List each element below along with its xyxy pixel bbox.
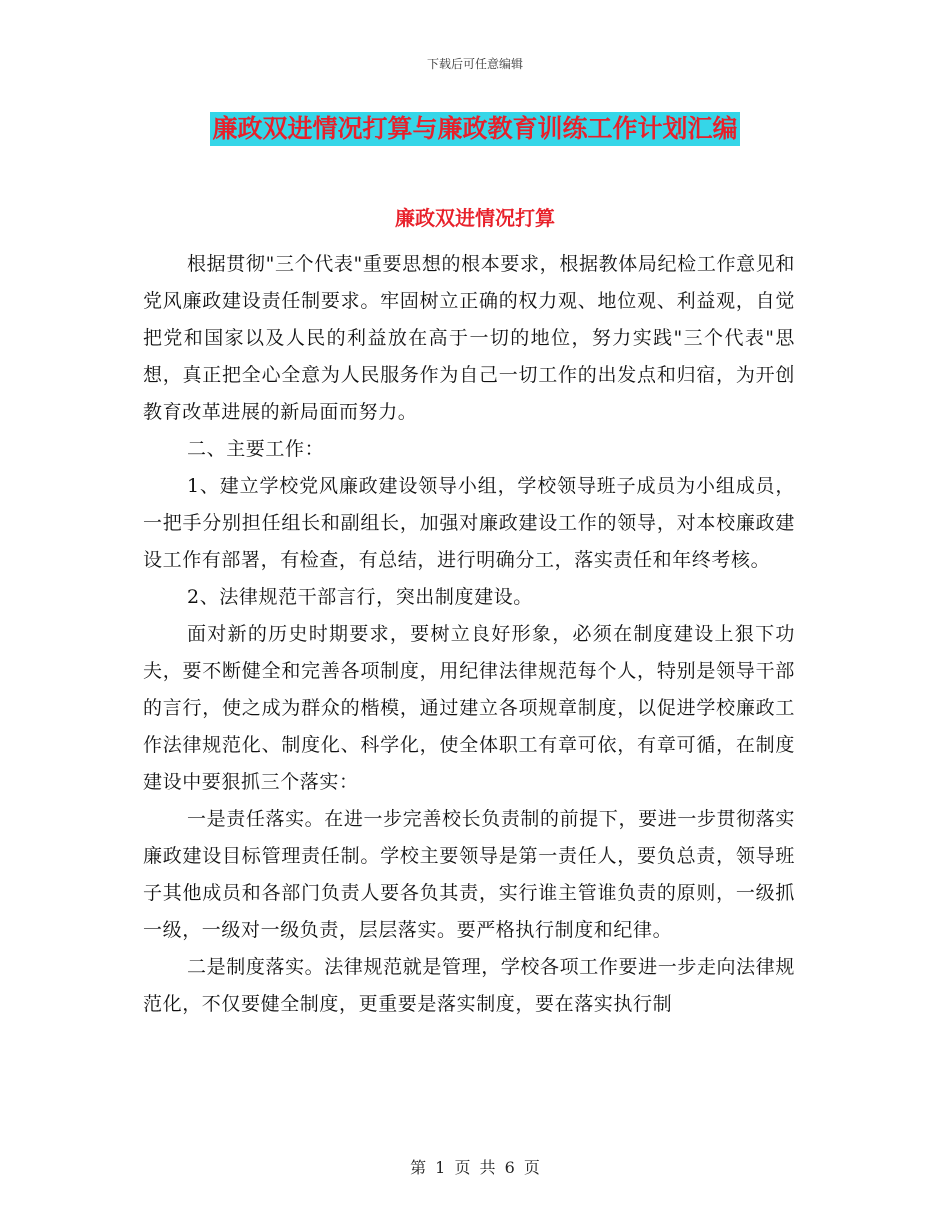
paragraph-system: 二是制度落实。法律规范就是管理，学校各项工作要进一步走向法律规范化，不仅要健全制度，更重要是落实制度，要在落实执行制 [143, 956, 795, 1015]
document-title: 廉政双进情况打算与廉政教育训练工作计划汇编 [210, 112, 739, 146]
header-note: 下载后可任意编辑 [426, 57, 523, 71]
paragraph-item-1: 1、建立学校党风廉政建设领导小组，学校领导班子成员为小组成员，一把手分别担任组长和副组长，加强对廉政建设工作的领导，对本校廉政建设工作有部署，有检查，有总结，进行明确分工，落实责任和年终考核。 [143, 475, 795, 571]
document-title-container [0, 112, 950, 146]
document-body [143, 246, 795, 1023]
paragraph-intro: 根据贯彻"三个代表"重要思想的根本要求，根据教体局纪检工作意见和党风廉政建设责任制要求。牢固树立正确的权力观、地位观、利益观，自觉把党和国家以及人民的利益放在高于一切的地位，努力实践"三个代表"思想，真正把全心全意为人民服务作为自己一切工作的出发点和归宿，为开创教育改革进展的新局面而努力。 [143, 253, 795, 423]
paragraph-responsibility: 一是责任落实。在进一步完善校长负责制的前提下，要进一步贯彻落实廉政建设目标管理责任制。学校主要领导是第一责任人，要负总责，领导班子其他成员和各部门负责人要各负其责，实行谁主管谁负责的原则，一级抓一级，一级对一级负责，层层落实。要严格执行制度和纪律。 [143, 808, 795, 941]
paragraph-main-work-heading: 二、主要工作： [187, 438, 325, 460]
section-title: 廉政双进情况打算 [395, 206, 555, 230]
page-footer: 第 1 页 共 6 页 [410, 1158, 540, 1177]
paragraph-item-2: 2、法律规范干部言行，突出制度建设。 [187, 586, 533, 608]
paragraph-new-era: 面对新的历史时期要求，要树立良好形象，必须在制度建设上狠下功夫，要不断健全和完善各项制度，用纪律法律规范每个人，特别是领导干部的言行，使之成为群众的楷模，通过建立各项规章制度，以促进学校廉政工作法律规范化、制度化、科学化，使全体职工有章可依，有章可循，在制度建设中要狠抓三个落实： [143, 623, 795, 793]
